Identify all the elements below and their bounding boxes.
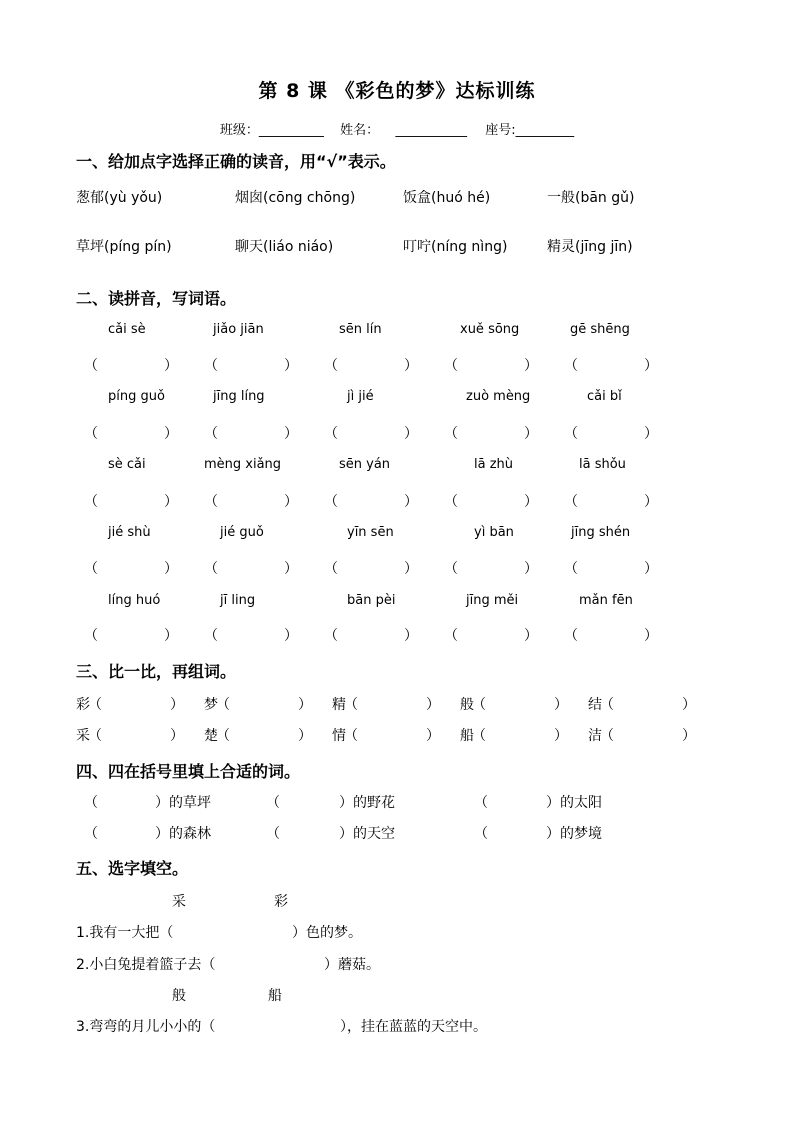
answer-open-paren[interactable]: （ bbox=[564, 561, 578, 577]
word-close-paren: ） bbox=[682, 728, 696, 744]
pinyin-cell: jiǎo jiān bbox=[213, 322, 264, 337]
answer-open-paren[interactable]: （ bbox=[84, 561, 98, 577]
answer-close-paren: ） bbox=[284, 628, 298, 644]
answer-open-paren[interactable]: （ bbox=[324, 628, 338, 644]
answer-open-paren[interactable]: （ bbox=[324, 494, 338, 510]
question-3-start: 3.弯弯的月儿小小的（ bbox=[76, 1019, 216, 1035]
pinyin-cell: sēn yán bbox=[339, 457, 391, 472]
seat-blank[interactable]: _________ bbox=[515, 123, 575, 138]
word-close-paren: ） bbox=[554, 697, 568, 713]
word-open-paren[interactable]: （ bbox=[600, 728, 614, 744]
answer-close-paren: ） bbox=[284, 426, 298, 442]
word-close-paren: ） bbox=[170, 728, 184, 744]
section1-heading: 一、给加点字选择正确的读音，用“√”表示。 bbox=[76, 152, 396, 171]
answer-close-paren: ） bbox=[524, 426, 538, 442]
pinyin-cell: yīn sēn bbox=[347, 525, 394, 540]
choice-char: 采 bbox=[172, 894, 186, 910]
answer-close-paren: ） bbox=[284, 358, 298, 374]
sec1-item: 葱郁(yù yǒu) bbox=[76, 190, 163, 206]
word-close-paren: ） bbox=[426, 697, 440, 713]
class-label: 班级： bbox=[219, 123, 259, 138]
answer-close-paren: ） bbox=[644, 494, 658, 510]
answer-open-paren[interactable]: （ bbox=[84, 628, 98, 644]
answer-open-paren[interactable]: （ bbox=[204, 426, 218, 442]
pinyin-cell: gē shēng bbox=[570, 322, 630, 337]
question-2-end: ）蘑菇。 bbox=[324, 957, 380, 973]
name-blank[interactable]: ___________ bbox=[395, 123, 467, 138]
word-open-paren[interactable]: （ bbox=[600, 697, 614, 713]
sec1-item: 一般(bān gǔ) bbox=[547, 190, 635, 206]
answer-open-paren[interactable]: （ bbox=[324, 426, 338, 442]
word-close-paren: ） bbox=[170, 697, 184, 713]
answer-open-paren[interactable]: （ bbox=[444, 561, 458, 577]
seat-label: 座号: bbox=[485, 123, 516, 138]
phrase-tail: ）的天空 bbox=[339, 826, 395, 842]
compare-char: 结 bbox=[588, 697, 602, 713]
pinyin-cell: mǎn fēn bbox=[579, 593, 633, 608]
answer-open-paren[interactable]: （ bbox=[324, 358, 338, 374]
answer-open-paren[interactable]: （ bbox=[444, 426, 458, 442]
question-1-end: ）色的梦。 bbox=[292, 925, 362, 941]
pinyin-cell: líng huó bbox=[108, 593, 161, 608]
word-close-paren: ） bbox=[554, 728, 568, 744]
word-close-paren: ） bbox=[298, 728, 312, 744]
pinyin-cell: jīng měi bbox=[466, 593, 519, 608]
answer-close-paren: ） bbox=[644, 358, 658, 374]
answer-close-paren: ） bbox=[164, 426, 178, 442]
pinyin-cell: jī ling bbox=[220, 593, 256, 608]
compare-char: 洁 bbox=[588, 728, 602, 744]
question-3-end: ），挂在蓝蓝的天空中。 bbox=[340, 1019, 487, 1035]
word-open-paren[interactable]: （ bbox=[472, 697, 486, 713]
answer-open-paren[interactable]: （ bbox=[564, 426, 578, 442]
answer-open-paren[interactable]: （ bbox=[564, 494, 578, 510]
compare-char: 般 bbox=[460, 697, 474, 713]
sec1-item: 饭盒(huó hé) bbox=[403, 190, 491, 206]
compare-char: 梦 bbox=[204, 697, 218, 713]
compare-char: 楚 bbox=[204, 728, 218, 744]
pinyin-cell: mèng xiǎng bbox=[204, 457, 282, 472]
page-title: 第 8 课 《彩色的梦》达标训练 bbox=[258, 80, 536, 102]
word-open-paren[interactable]: （ bbox=[344, 728, 358, 744]
word-open-paren[interactable]: （ bbox=[216, 697, 230, 713]
word-close-paren: ） bbox=[426, 728, 440, 744]
pinyin-cell: jié guǒ bbox=[220, 525, 264, 540]
phrase-tail: ）的梦境 bbox=[546, 826, 602, 842]
answer-open-paren[interactable]: （ bbox=[444, 358, 458, 374]
sec1-item: 草坪(píng pín) bbox=[76, 239, 172, 255]
answer-close-paren: ） bbox=[284, 561, 298, 577]
question-1-start: 1.我有一大把（ bbox=[76, 925, 174, 941]
answer-open-paren[interactable]: （ bbox=[204, 561, 218, 577]
open-paren: （ bbox=[266, 795, 280, 811]
answer-close-paren: ） bbox=[524, 628, 538, 644]
answer-close-paren: ） bbox=[164, 561, 178, 577]
answer-open-paren[interactable]: （ bbox=[564, 628, 578, 644]
sec1-item: 聊天(liáo niáo) bbox=[235, 239, 334, 255]
pinyin-cell: lā zhù bbox=[474, 457, 514, 472]
pinyin-cell: sēn lín bbox=[339, 322, 382, 337]
phrase-tail: ）的草坪 bbox=[155, 795, 211, 811]
choice-char: 船 bbox=[268, 988, 282, 1004]
compare-char: 采 bbox=[76, 728, 90, 744]
pinyin-cell: sè cǎi bbox=[108, 457, 146, 472]
answer-close-paren: ） bbox=[524, 561, 538, 577]
answer-open-paren[interactable]: （ bbox=[84, 494, 98, 510]
compare-char: 情 bbox=[332, 728, 346, 744]
answer-close-paren: ） bbox=[404, 561, 418, 577]
pinyin-cell: zuò mèng bbox=[466, 389, 531, 404]
choice-char: 般 bbox=[172, 988, 186, 1004]
sec1-item: 精灵(jīng jīn) bbox=[547, 239, 633, 255]
open-paren: （ bbox=[84, 795, 98, 811]
answer-close-paren: ） bbox=[404, 358, 418, 374]
sec1-item: 叮咛(níng nìng) bbox=[403, 239, 508, 255]
pinyin-cell: píng guǒ bbox=[108, 389, 165, 404]
word-close-paren: ） bbox=[298, 697, 312, 713]
section4-heading: 四、四在括号里填上合适的词。 bbox=[76, 762, 301, 781]
answer-open-paren[interactable]: （ bbox=[444, 494, 458, 510]
word-open-paren[interactable]: （ bbox=[472, 728, 486, 744]
word-open-paren[interactable]: （ bbox=[88, 728, 102, 744]
pinyin-cell: jié shù bbox=[108, 525, 151, 540]
open-paren: （ bbox=[266, 826, 280, 842]
pinyin-cell: jì jié bbox=[347, 389, 374, 404]
open-paren: （ bbox=[84, 826, 98, 842]
answer-close-paren: ） bbox=[284, 494, 298, 510]
question-2-start: 2.小白兔提着篮子去（ bbox=[76, 957, 216, 973]
answer-close-paren: ） bbox=[524, 494, 538, 510]
pinyin-cell: yì bān bbox=[474, 525, 514, 540]
answer-close-paren: ） bbox=[164, 628, 178, 644]
student-info-line bbox=[0, 119, 794, 138]
name-label: 姓名： bbox=[340, 123, 380, 138]
answer-open-paren[interactable]: （ bbox=[324, 561, 338, 577]
answer-open-paren[interactable]: （ bbox=[204, 358, 218, 374]
word-open-paren[interactable]: （ bbox=[88, 697, 102, 713]
pinyin-cell: bān pèi bbox=[347, 593, 396, 608]
answer-close-paren: ） bbox=[644, 561, 658, 577]
phrase-tail: ）的森林 bbox=[155, 826, 211, 842]
class-blank[interactable]: __________ bbox=[258, 123, 324, 138]
answer-open-paren[interactable]: （ bbox=[444, 628, 458, 644]
pinyin-cell: cǎi bǐ bbox=[587, 389, 622, 404]
choice-char: 彩 bbox=[274, 894, 288, 910]
word-open-paren[interactable]: （ bbox=[216, 728, 230, 744]
sec1-item: 烟囱(cōng chōng) bbox=[235, 190, 356, 206]
compare-char: 船 bbox=[460, 728, 474, 744]
answer-close-paren: ） bbox=[644, 628, 658, 644]
phrase-tail: ）的野花 bbox=[339, 795, 395, 811]
answer-open-paren[interactable]: （ bbox=[84, 426, 98, 442]
pinyin-cell: lā shǒu bbox=[579, 457, 626, 472]
word-close-paren: ） bbox=[682, 697, 696, 713]
pinyin-cell: cǎi sè bbox=[108, 322, 146, 337]
word-open-paren[interactable]: （ bbox=[344, 697, 358, 713]
section2-heading: 二、读拼音，写词语。 bbox=[76, 289, 237, 308]
compare-char: 精 bbox=[332, 697, 346, 713]
answer-close-paren: ） bbox=[524, 358, 538, 374]
answer-close-paren: ） bbox=[404, 494, 418, 510]
compare-char: 彩 bbox=[76, 697, 90, 713]
section5-heading: 五、选字填空。 bbox=[76, 859, 189, 878]
pinyin-cell: jīng shén bbox=[571, 525, 631, 540]
answer-close-paren: ） bbox=[644, 426, 658, 442]
answer-open-paren[interactable]: （ bbox=[204, 494, 218, 510]
answer-close-paren: ） bbox=[164, 358, 178, 374]
answer-open-paren[interactable]: （ bbox=[564, 358, 578, 374]
answer-close-paren: ） bbox=[404, 426, 418, 442]
pinyin-cell: xuě sōng bbox=[460, 322, 520, 337]
phrase-tail: ）的太阳 bbox=[546, 795, 602, 811]
answer-close-paren: ） bbox=[404, 628, 418, 644]
answer-open-paren[interactable]: （ bbox=[84, 358, 98, 374]
pinyin-cell: jīng líng bbox=[213, 389, 265, 404]
open-paren: （ bbox=[474, 826, 488, 842]
section3-heading: 三、比一比，再组词。 bbox=[76, 662, 237, 681]
answer-open-paren[interactable]: （ bbox=[204, 628, 218, 644]
open-paren: （ bbox=[474, 795, 488, 811]
answer-close-paren: ） bbox=[164, 494, 178, 510]
